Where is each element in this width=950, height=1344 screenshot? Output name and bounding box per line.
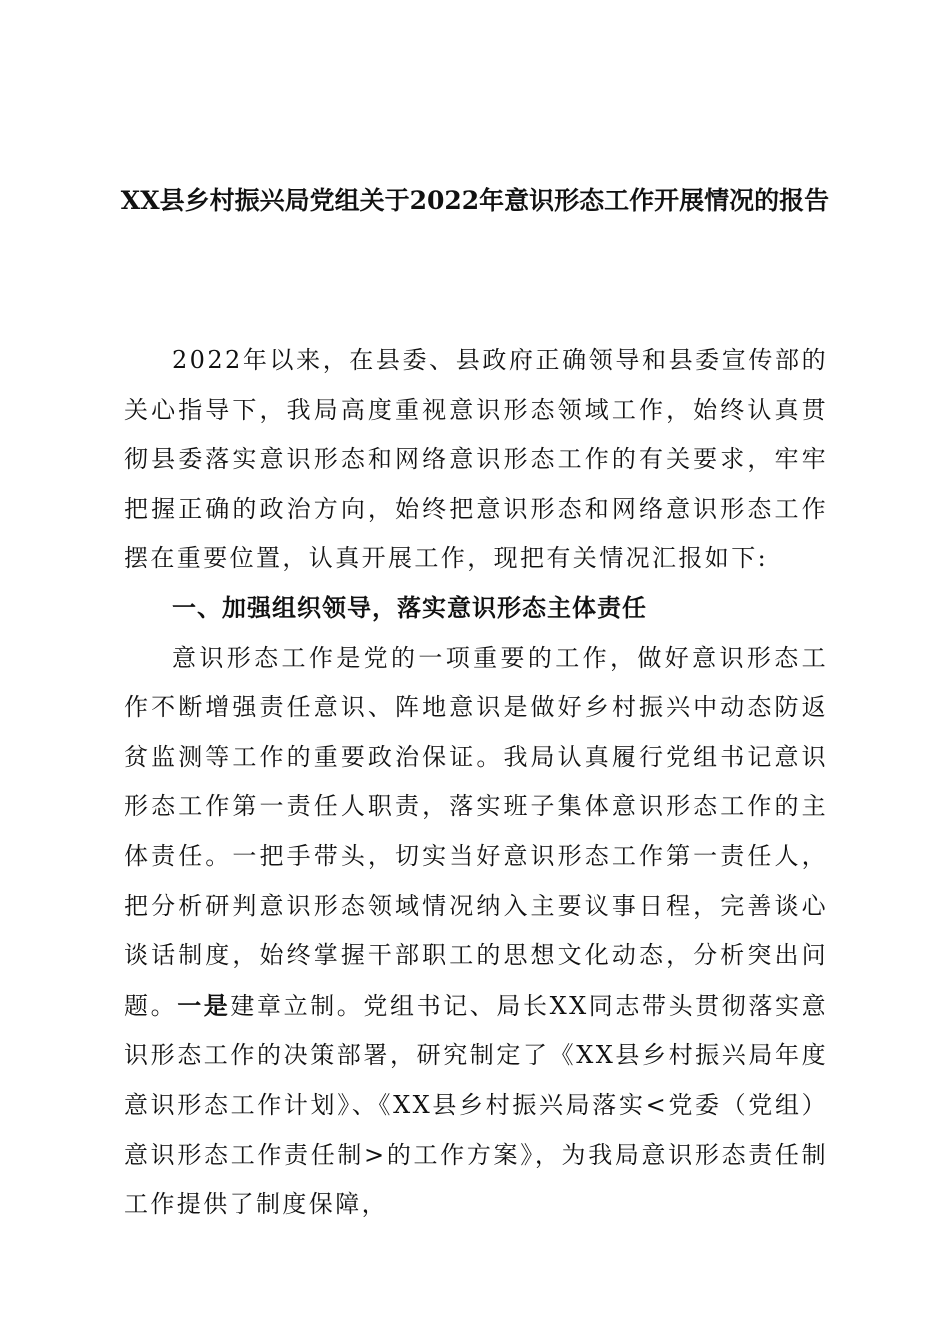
section-1-paragraph: [124, 634, 828, 1230]
section-heading-1: 一、加强组织领导，落实意识形态主体责任: [172, 593, 647, 622]
section-1-emphasis: 一是: [177, 990, 231, 1020]
document-title: XX县乡村振兴局党组关于2022年意识形态工作开展情况的报告: [120, 186, 830, 215]
section-1-text-before: 意识形态工作是党的一项重要的工作，做好意识形态工作不断增强责任意识、阵地意识是做好乡村振兴中动态防返贫监测等工作的重要政治保证。我局认真履行党组书记意识形态工作第一责任人职责，落实班子集体意识形态工作的主体责任。一把手带头，切实当好意识形态工作第一责任人，把分析研判意识形态领域情况纳入主要议事日程，完善谈心谈话制度，始终掌握干部职工的思想文化动态，分析突出问题。: [124, 643, 828, 1020]
section-1-text-after: 建章立制。党组书记、局长XX同志带头贯彻落实意识形态工作的决策部署，研究制定了《XX县乡村振兴局年度意识形态工作计划》、《XX县乡村振兴局落实<党委（党组）意识形态工作责任制>的工作方案》，为我局意识形态责任制工作提供了制度保障，: [124, 991, 828, 1219]
intro-paragraph: 2022年以来，在县委、县政府正确领导和县委宣传部的关心指导下，我局高度重视意识形态领域工作，始终认真贯彻县委落实意识形态和网络意识形态工作的有关要求，牢牢把握正确的政治方向，始终把意识形态和网络意识形态工作摆在重要位置，认真开展工作，现把有关情况汇报如下:: [124, 346, 828, 573]
document-body: [124, 336, 828, 1230]
